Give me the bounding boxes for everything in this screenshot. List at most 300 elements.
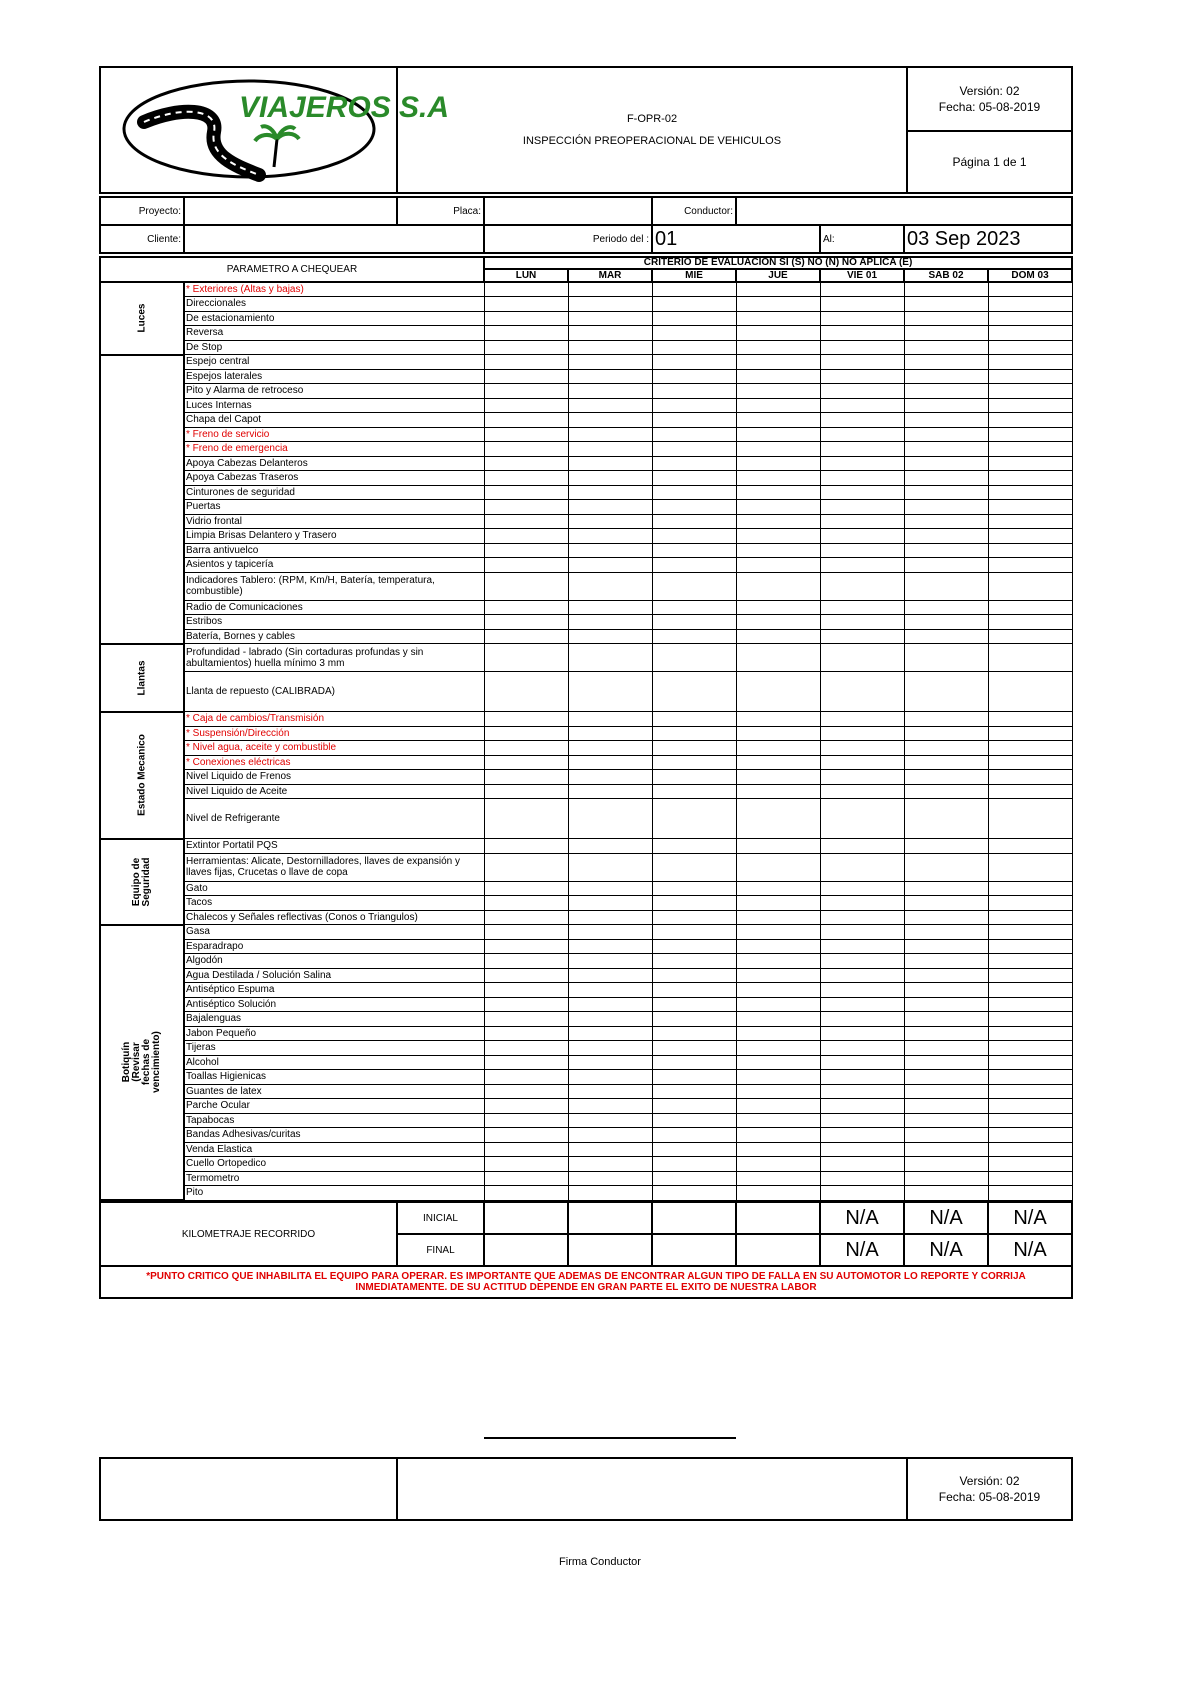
check-cell[interactable] [820,326,904,341]
check-cell[interactable] [484,939,568,954]
check-cell[interactable] [652,514,736,529]
check-cell[interactable] [820,311,904,326]
check-cell[interactable] [736,456,820,471]
check-cell[interactable] [820,644,904,672]
km-inicial-cell[interactable]: N/A [988,1202,1072,1234]
check-cell[interactable] [568,1157,652,1172]
check-cell[interactable] [904,1041,988,1056]
check-cell[interactable] [736,471,820,486]
check-cell[interactable] [484,997,568,1012]
check-cell[interactable] [820,1157,904,1172]
check-cell[interactable] [820,297,904,312]
check-cell[interactable] [988,1012,1072,1027]
check-cell[interactable] [484,896,568,911]
check-cell[interactable] [820,1099,904,1114]
check-cell[interactable] [652,1055,736,1070]
check-cell[interactable] [484,1012,568,1027]
check-cell[interactable] [904,896,988,911]
check-cell[interactable] [736,340,820,355]
check-cell[interactable] [988,297,1072,312]
check-cell[interactable] [484,529,568,544]
check-cell[interactable] [652,543,736,558]
check-cell[interactable] [820,954,904,969]
check-cell[interactable] [904,741,988,756]
check-cell[interactable] [988,896,1072,911]
check-cell[interactable] [820,413,904,428]
check-cell[interactable] [988,500,1072,515]
check-cell[interactable] [568,1186,652,1201]
check-cell[interactable] [988,355,1072,370]
check-cell[interactable] [820,997,904,1012]
check-cell[interactable] [904,1070,988,1085]
check-cell[interactable] [988,543,1072,558]
check-cell[interactable] [484,910,568,925]
check-cell[interactable] [988,741,1072,756]
check-cell[interactable] [568,839,652,854]
check-cell[interactable] [988,881,1072,896]
check-cell[interactable] [484,1084,568,1099]
check-cell[interactable] [484,427,568,442]
check-cell[interactable] [988,282,1072,297]
check-cell[interactable] [568,558,652,573]
check-cell[interactable] [820,369,904,384]
check-cell[interactable] [988,1171,1072,1186]
check-cell[interactable] [736,1099,820,1114]
check-cell[interactable] [820,629,904,644]
check-cell[interactable] [484,1099,568,1114]
check-cell[interactable] [820,529,904,544]
check-cell[interactable] [652,471,736,486]
check-cell[interactable] [652,1041,736,1056]
check-cell[interactable] [484,1157,568,1172]
check-cell[interactable] [736,672,820,712]
check-cell[interactable] [652,896,736,911]
check-cell[interactable] [820,558,904,573]
check-cell[interactable] [820,1026,904,1041]
km-final-cell[interactable] [484,1234,568,1266]
check-cell[interactable] [652,297,736,312]
check-cell[interactable] [988,1026,1072,1041]
check-cell[interactable] [820,910,904,925]
check-cell[interactable] [484,672,568,712]
check-cell[interactable] [904,427,988,442]
km-inicial-cell[interactable] [652,1202,736,1234]
check-cell[interactable] [568,910,652,925]
check-cell[interactable] [652,369,736,384]
check-cell[interactable] [652,311,736,326]
check-cell[interactable] [484,543,568,558]
check-cell[interactable] [736,997,820,1012]
check-cell[interactable] [484,340,568,355]
proyecto-field[interactable] [184,197,397,225]
check-cell[interactable] [484,282,568,297]
check-cell[interactable] [652,629,736,644]
check-cell[interactable] [736,1041,820,1056]
check-cell[interactable] [820,485,904,500]
check-cell[interactable] [652,529,736,544]
check-cell[interactable] [736,355,820,370]
check-cell[interactable] [568,485,652,500]
check-cell[interactable] [988,839,1072,854]
check-cell[interactable] [568,340,652,355]
check-cell[interactable] [568,398,652,413]
check-cell[interactable] [736,770,820,785]
check-cell[interactable] [484,311,568,326]
check-cell[interactable] [904,726,988,741]
check-cell[interactable] [988,939,1072,954]
check-cell[interactable] [988,799,1072,839]
check-cell[interactable] [820,514,904,529]
check-cell[interactable] [652,1142,736,1157]
check-cell[interactable] [652,954,736,969]
check-cell[interactable] [568,471,652,486]
check-cell[interactable] [988,427,1072,442]
km-inicial-cell[interactable]: N/A [820,1202,904,1234]
check-cell[interactable] [904,853,988,881]
check-cell[interactable] [904,997,988,1012]
check-cell[interactable] [904,1186,988,1201]
check-cell[interactable] [652,997,736,1012]
check-cell[interactable] [736,1142,820,1157]
check-cell[interactable] [652,726,736,741]
check-cell[interactable] [904,413,988,428]
check-cell[interactable] [484,881,568,896]
check-cell[interactable] [568,311,652,326]
check-cell[interactable] [652,1171,736,1186]
check-cell[interactable] [988,1128,1072,1143]
check-cell[interactable] [568,355,652,370]
check-cell[interactable] [988,1070,1072,1085]
check-cell[interactable] [904,282,988,297]
check-cell[interactable] [988,369,1072,384]
check-cell[interactable] [568,853,652,881]
check-cell[interactable] [820,896,904,911]
check-cell[interactable] [568,600,652,615]
check-cell[interactable] [484,572,568,600]
check-cell[interactable] [904,615,988,630]
check-cell[interactable] [568,384,652,399]
check-cell[interactable] [652,1157,736,1172]
check-cell[interactable] [652,558,736,573]
check-cell[interactable] [736,384,820,399]
check-cell[interactable] [652,1084,736,1099]
check-cell[interactable] [820,1012,904,1027]
check-cell[interactable] [652,1113,736,1128]
check-cell[interactable] [736,799,820,839]
check-cell[interactable] [736,282,820,297]
check-cell[interactable] [568,500,652,515]
check-cell[interactable] [484,644,568,672]
check-cell[interactable] [652,572,736,600]
check-cell[interactable] [820,770,904,785]
check-cell[interactable] [568,297,652,312]
check-cell[interactable] [568,1041,652,1056]
check-cell[interactable] [904,939,988,954]
check-cell[interactable] [988,629,1072,644]
check-cell[interactable] [484,925,568,940]
check-cell[interactable] [904,297,988,312]
check-cell[interactable] [988,770,1072,785]
check-cell[interactable] [988,644,1072,672]
check-cell[interactable] [484,500,568,515]
check-cell[interactable] [736,600,820,615]
check-cell[interactable] [484,485,568,500]
check-cell[interactable] [652,1099,736,1114]
check-cell[interactable] [988,340,1072,355]
check-cell[interactable] [568,572,652,600]
check-cell[interactable] [988,1055,1072,1070]
check-cell[interactable] [904,1128,988,1143]
check-cell[interactable] [904,311,988,326]
check-cell[interactable] [652,712,736,727]
check-cell[interactable] [904,1026,988,1041]
check-cell[interactable] [904,1157,988,1172]
check-cell[interactable] [736,369,820,384]
check-cell[interactable] [988,311,1072,326]
check-cell[interactable] [988,1084,1072,1099]
check-cell[interactable] [904,384,988,399]
check-cell[interactable] [568,770,652,785]
check-cell[interactable] [820,340,904,355]
check-cell[interactable] [736,1128,820,1143]
check-cell[interactable] [484,456,568,471]
km-inicial-cell[interactable] [568,1202,652,1234]
check-cell[interactable] [568,514,652,529]
check-cell[interactable] [568,369,652,384]
check-cell[interactable] [820,799,904,839]
check-cell[interactable] [736,629,820,644]
check-cell[interactable] [736,427,820,442]
check-cell[interactable] [988,968,1072,983]
check-cell[interactable] [484,297,568,312]
check-cell[interactable] [484,784,568,799]
check-cell[interactable] [736,954,820,969]
check-cell[interactable] [820,1113,904,1128]
check-cell[interactable] [736,968,820,983]
check-cell[interactable] [736,572,820,600]
check-cell[interactable] [736,1186,820,1201]
check-cell[interactable] [820,398,904,413]
check-cell[interactable] [988,384,1072,399]
check-cell[interactable] [988,910,1072,925]
check-cell[interactable] [736,925,820,940]
check-cell[interactable] [820,427,904,442]
check-cell[interactable] [652,925,736,940]
check-cell[interactable] [736,853,820,881]
check-cell[interactable] [652,282,736,297]
check-cell[interactable] [484,1070,568,1085]
check-cell[interactable] [820,925,904,940]
check-cell[interactable] [484,558,568,573]
check-cell[interactable] [652,784,736,799]
check-cell[interactable] [484,712,568,727]
check-cell[interactable] [988,572,1072,600]
check-cell[interactable] [988,398,1072,413]
check-cell[interactable] [988,1099,1072,1114]
check-cell[interactable] [988,529,1072,544]
check-cell[interactable] [568,1142,652,1157]
check-cell[interactable] [988,558,1072,573]
check-cell[interactable] [904,1012,988,1027]
check-cell[interactable] [904,672,988,712]
check-cell[interactable] [904,925,988,940]
check-cell[interactable] [568,1099,652,1114]
check-cell[interactable] [904,369,988,384]
check-cell[interactable] [736,741,820,756]
check-cell[interactable] [904,799,988,839]
check-cell[interactable] [820,282,904,297]
check-cell[interactable] [820,1128,904,1143]
check-cell[interactable] [736,839,820,854]
check-cell[interactable] [736,896,820,911]
check-cell[interactable] [904,1099,988,1114]
check-cell[interactable] [652,939,736,954]
check-cell[interactable] [820,442,904,457]
conductor-field[interactable] [736,197,1072,225]
check-cell[interactable] [820,1142,904,1157]
check-cell[interactable] [568,1113,652,1128]
check-cell[interactable] [484,514,568,529]
check-cell[interactable] [736,615,820,630]
check-cell[interactable] [988,471,1072,486]
check-cell[interactable] [568,629,652,644]
check-cell[interactable] [988,1157,1072,1172]
check-cell[interactable] [568,1084,652,1099]
check-cell[interactable] [484,442,568,457]
check-cell[interactable] [988,925,1072,940]
check-cell[interactable] [484,1026,568,1041]
km-final-cell[interactable]: N/A [904,1234,988,1266]
check-cell[interactable] [820,572,904,600]
check-cell[interactable] [652,500,736,515]
check-cell[interactable] [988,954,1072,969]
check-cell[interactable] [820,712,904,727]
check-cell[interactable] [904,770,988,785]
check-cell[interactable] [904,471,988,486]
check-cell[interactable] [820,784,904,799]
check-cell[interactable] [820,839,904,854]
km-inicial-cell[interactable]: N/A [904,1202,988,1234]
check-cell[interactable] [484,398,568,413]
check-cell[interactable] [904,954,988,969]
check-cell[interactable] [820,355,904,370]
check-cell[interactable] [904,1171,988,1186]
check-cell[interactable] [568,615,652,630]
al-field[interactable]: 03 Sep 2023 [904,225,1072,253]
check-cell[interactable] [568,1026,652,1041]
km-final-cell[interactable]: N/A [988,1234,1072,1266]
check-cell[interactable] [652,1186,736,1201]
check-cell[interactable] [484,1113,568,1128]
check-cell[interactable] [820,755,904,770]
check-cell[interactable] [484,1128,568,1143]
check-cell[interactable] [736,1113,820,1128]
check-cell[interactable] [652,983,736,998]
check-cell[interactable] [484,615,568,630]
check-cell[interactable] [736,326,820,341]
check-cell[interactable] [484,954,568,969]
check-cell[interactable] [484,755,568,770]
check-cell[interactable] [988,615,1072,630]
check-cell[interactable] [484,1055,568,1070]
check-cell[interactable] [568,784,652,799]
check-cell[interactable] [484,799,568,839]
check-cell[interactable] [904,910,988,925]
check-cell[interactable] [904,514,988,529]
check-cell[interactable] [484,839,568,854]
check-cell[interactable] [484,853,568,881]
check-cell[interactable] [484,1186,568,1201]
check-cell[interactable] [904,1055,988,1070]
check-cell[interactable] [988,1186,1072,1201]
check-cell[interactable] [652,1012,736,1027]
check-cell[interactable] [484,369,568,384]
check-cell[interactable] [736,558,820,573]
check-cell[interactable] [568,456,652,471]
check-cell[interactable] [652,442,736,457]
check-cell[interactable] [904,558,988,573]
check-cell[interactable] [820,1055,904,1070]
check-cell[interactable] [820,384,904,399]
check-cell[interactable] [652,770,736,785]
check-cell[interactable] [484,1041,568,1056]
check-cell[interactable] [652,910,736,925]
check-cell[interactable] [988,672,1072,712]
check-cell[interactable] [820,983,904,998]
check-cell[interactable] [820,726,904,741]
check-cell[interactable] [736,644,820,672]
check-cell[interactable] [904,442,988,457]
check-cell[interactable] [736,1055,820,1070]
check-cell[interactable] [736,514,820,529]
check-cell[interactable] [652,427,736,442]
check-cell[interactable] [652,799,736,839]
check-cell[interactable] [904,1084,988,1099]
check-cell[interactable] [652,672,736,712]
check-cell[interactable] [904,712,988,727]
check-cell[interactable] [820,881,904,896]
check-cell[interactable] [736,881,820,896]
check-cell[interactable] [904,784,988,799]
check-cell[interactable] [484,983,568,998]
check-cell[interactable] [568,712,652,727]
check-cell[interactable] [652,1128,736,1143]
check-cell[interactable] [568,1171,652,1186]
check-cell[interactable] [904,572,988,600]
check-cell[interactable] [736,442,820,457]
check-cell[interactable] [568,896,652,911]
check-cell[interactable] [484,384,568,399]
check-cell[interactable] [652,600,736,615]
check-cell[interactable] [568,939,652,954]
km-final-cell[interactable] [736,1234,820,1266]
check-cell[interactable] [988,514,1072,529]
check-cell[interactable] [568,755,652,770]
check-cell[interactable] [484,326,568,341]
check-cell[interactable] [484,629,568,644]
check-cell[interactable] [568,282,652,297]
check-cell[interactable] [988,600,1072,615]
check-cell[interactable] [568,529,652,544]
check-cell[interactable] [820,672,904,712]
check-cell[interactable] [904,340,988,355]
check-cell[interactable] [904,456,988,471]
check-cell[interactable] [736,413,820,428]
placa-field[interactable] [484,197,652,225]
check-cell[interactable] [988,485,1072,500]
check-cell[interactable] [484,413,568,428]
check-cell[interactable] [988,784,1072,799]
